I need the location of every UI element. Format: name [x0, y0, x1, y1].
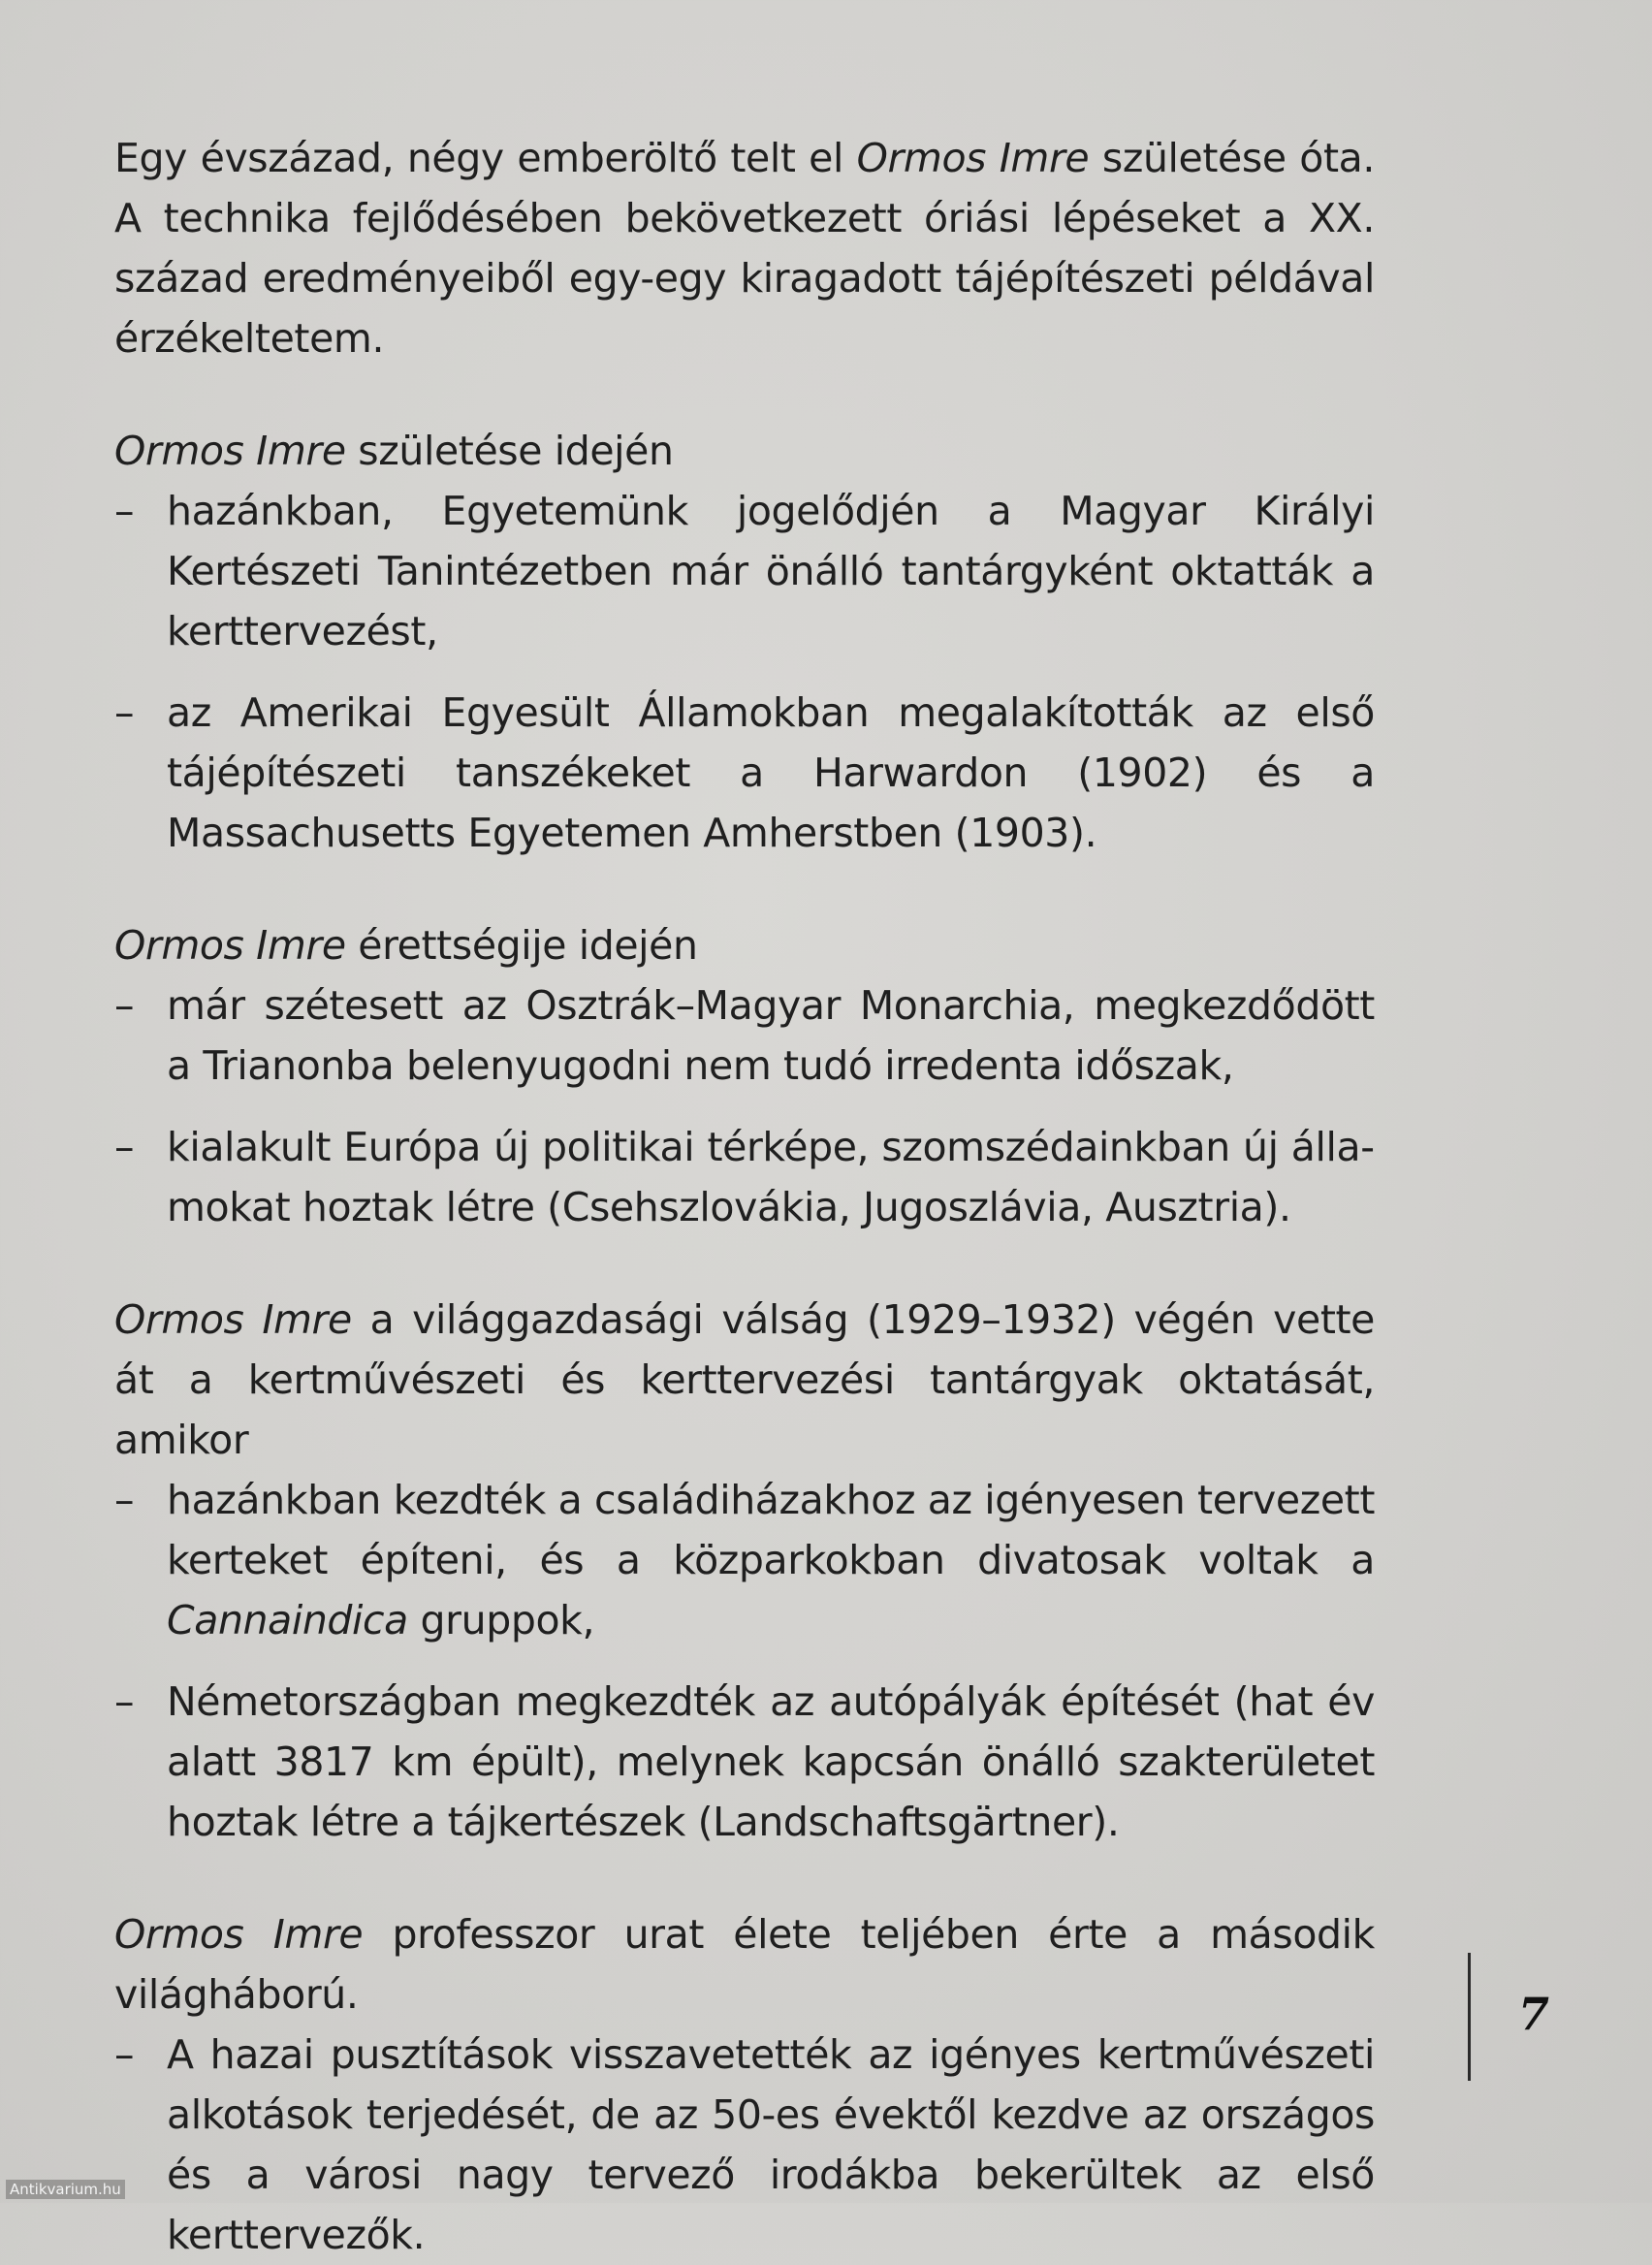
section-war-heading-text: professzor urat élete teljében érte a második világháború. [114, 1911, 1375, 2018]
section-graduation [114, 915, 1375, 1237]
section-crisis [114, 1290, 1375, 1852]
section-crisis-list [114, 1470, 1375, 1852]
list-item [114, 481, 1375, 661]
list-item [114, 975, 1375, 1096]
list-item [114, 1470, 1375, 1650]
list-item-text: hazánkban kezdték a családiházakhoz az igényesen tervezett kerteket építeni, és a közparkokban divatosak voltak a [167, 1477, 1375, 1583]
watermark: Antikvarium.hu [6, 2180, 125, 2199]
list-item-text: Németországban megkezdték az autópályák építését (hat év alatt 3817 km épült), melynek kapcsán önálló szakterületet hoztak létre a tájkertészek (Landschaftsgärtner). [167, 1678, 1375, 1845]
list-item-italic-term: Cannaindica [167, 1597, 408, 1643]
section-war-list [114, 2025, 1375, 2265]
list-item [114, 1117, 1375, 1237]
section-graduation-list [114, 975, 1375, 1237]
intro-text-start: Egy évszázad, négy emberöltő telt el [114, 135, 857, 181]
list-item-text: kialakult Európa új politikai térképe, szomszédainkban új államokat hoztak létre (Csehszlovákia, Jugoszlávia, Ausztria). [167, 1124, 1375, 1230]
section-birth [114, 421, 1375, 863]
dash-marker: – [114, 1477, 135, 1523]
list-item-text: már szétesett az Osztrák–Magyar Monarchia, megkezdődött a Trianonba belenyugodni nem tudó irredenta időszak, [167, 982, 1375, 1089]
dash-marker: – [114, 982, 135, 1029]
page-body [114, 128, 1375, 2265]
dash-marker: – [114, 1678, 135, 1725]
section-birth-heading-text: születése idején [345, 428, 674, 474]
section-crisis-heading-text: a világgazdasági válság (1929–1932) végén vette át a kertművészeti és kerttervezési tantárgyak oktatását, amikor [114, 1296, 1375, 1463]
dash-marker: – [114, 689, 135, 736]
section-birth-name: Ormos Imre [114, 428, 346, 474]
section-graduation-name: Ormos Imre [114, 922, 346, 969]
intro-name: Ormos Imre [856, 135, 1090, 181]
list-item [114, 683, 1375, 863]
section-graduation-heading [114, 915, 1375, 975]
intro-paragraph [114, 128, 1375, 368]
list-item [114, 2025, 1375, 2265]
dash-marker: – [114, 488, 135, 534]
section-war-name: Ormos Imre [114, 1911, 364, 1958]
page-number-rule [1468, 1953, 1471, 2081]
list-item-text: az Amerikai Egyesült Államokban megalakították az első tájépítészeti tanszékeket a Harwardon (1902) és a Massachusetts Egyetemen Amherstben (1903). [167, 689, 1375, 856]
section-war-heading [114, 1904, 1375, 2025]
list-item-text: hazánkban, Egyetemünk jogelődjén a Magyar Királyi Kertészeti Tanintézetben már önálló tantárgyként oktatták a kerttervezést, [167, 488, 1375, 654]
dash-marker: – [114, 2031, 135, 2078]
section-crisis-heading [114, 1290, 1375, 1470]
list-item-text-end: gruppok, [407, 1597, 595, 1643]
section-war [114, 1904, 1375, 2265]
section-crisis-name: Ormos Imre [114, 1296, 352, 1343]
intro-text-end: születése óta. A technika fejlődésében bekövetkezett óriási lépéseket a XX. század eredményeiből egy-egy kiragadott tájépítészeti példával érzékeltetem. [114, 135, 1375, 362]
list-item [114, 1672, 1375, 1852]
list-item-text: A hazai pusztítások visszavetették az igényes kertművészeti alkotások terjedését, de az 50-es évektől kezdve az országos és a városi nagy tervező irodákba bekerültek az első kerttervezők. [167, 2031, 1375, 2258]
section-birth-list [114, 481, 1375, 863]
dash-marker: – [114, 1124, 135, 1170]
section-birth-heading [114, 421, 1375, 481]
section-graduation-heading-text: érettségije idején [345, 922, 698, 969]
page-number: 7 [1518, 1988, 1550, 2040]
